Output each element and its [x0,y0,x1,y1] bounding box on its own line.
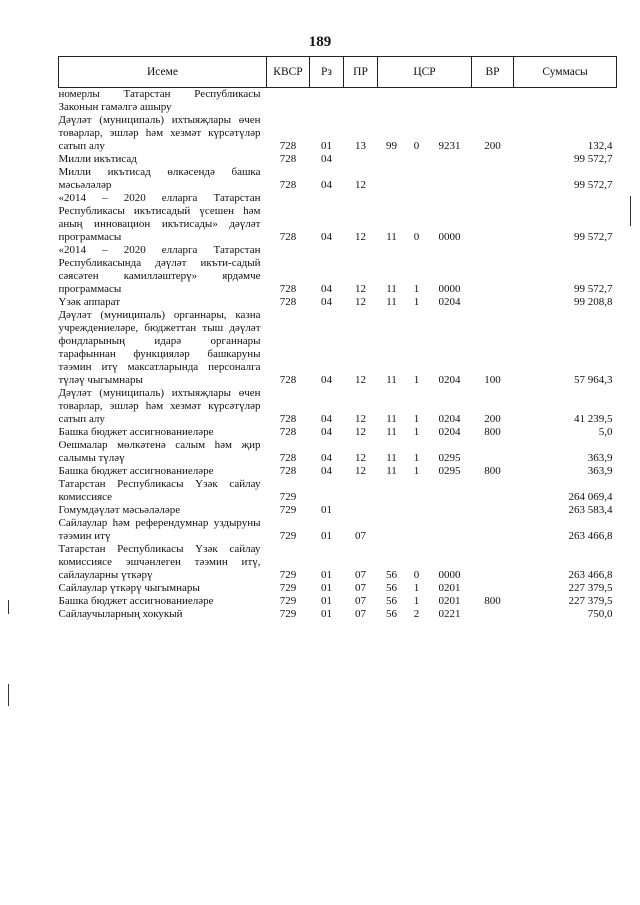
row-pr [344,88,378,115]
row-csr-subprogram [406,504,428,517]
row-name: «2014 – 2020 елларга Татарстан Республикасында дәүләт икъти-садый сәясәтен камилләштерү» ярдәмче программасы [58,244,261,295]
row-vr: 800 [484,465,501,477]
row-csr-program: 11 [386,283,397,295]
row-name: Милли икътисад өлкәсендә башка мәсьәләләр [58,166,261,191]
header-kvsr: КВСР [267,57,310,88]
row-name: номерлы Татарстан Республикасы Законын гамәлгә ашыру [58,88,261,113]
table-row [59,465,617,478]
row-name: Дәүләт (муниципаль) ихтыяҗлары өчен товарлар, эшләр һәм хезмәт күрсәтүләр сатып алу [58,114,261,152]
row-name: Сайлаучыларның хокукый [58,608,183,620]
row-vr [472,192,514,244]
table-row [59,88,617,115]
header-csr: ЦСР [378,57,472,88]
row-pr: 12 [355,374,366,386]
row-csr-code: 0204 [438,413,461,425]
row-csr-code: 9231 [438,140,461,152]
margin-mark [8,684,9,706]
row-sum: 263 466,8 [568,530,613,542]
row-sum: 99 572,7 [574,231,613,243]
row-sum: 750,0 [587,608,613,620]
row-vr [472,88,514,115]
table-row [59,192,617,244]
row-csr-subprogram [406,88,428,115]
row-csr-program [378,153,406,166]
row-pr [344,504,378,517]
row-csr-code: 0295 [438,465,461,477]
row-csr-program [378,88,406,115]
header-sum: Суммасы [514,57,617,88]
row-csr-subprogram: 0 [413,569,420,581]
row-sum: 99 572,7 [574,179,613,191]
row-csr-subprogram [406,166,428,192]
row-kvsr: 728 [279,465,297,477]
row-csr-program: 11 [386,374,397,386]
row-csr-program: 11 [386,231,397,243]
row-csr-program: 99 [386,140,397,152]
header-pr: ПР [344,57,378,88]
row-rz: 01 [321,608,332,620]
table-row [59,504,617,517]
row-csr-program: 56 [386,569,397,581]
row-rz: 04 [321,465,332,477]
row-name: Дәүләт (муниципаль) ихтыяҗлары өчен товарлар, эшләр һәм хезмәт күрсәтүләр сатып алу [58,387,261,425]
row-csr-code [428,88,472,115]
row-csr-subprogram: 1 [413,426,420,438]
row-csr-subprogram: 2 [413,608,420,620]
row-name: «2014 – 2020 елларга Татарстан Республикасы икътисадый үсешен һәм аның инновацион икътисады» дәүләт программасы [58,192,261,243]
row-rz: 04 [321,231,332,243]
table-row [59,166,617,192]
row-sum: 264 069,4 [568,491,613,503]
row-csr-subprogram: 1 [413,296,420,308]
row-csr-code: 0204 [438,426,461,438]
row-rz: 01 [321,140,332,152]
row-csr-program [378,517,406,543]
row-csr-subprogram [406,153,428,166]
table-header [59,57,617,88]
row-csr-subprogram [406,478,428,504]
row-kvsr: 728 [279,283,297,295]
row-rz: 04 [321,426,332,438]
row-rz: 01 [321,595,332,607]
row-kvsr: 729 [279,608,297,620]
table-row [59,296,617,309]
row-vr: 100 [484,374,501,386]
row-pr: 07 [355,569,366,581]
row-csr-subprogram: 1 [413,283,420,295]
row-pr: 12 [355,452,366,464]
row-kvsr: 729 [279,491,297,503]
row-csr-program: 11 [386,465,397,477]
row-csr-code [428,153,472,166]
row-csr-program: 11 [386,413,397,425]
row-csr-subprogram: 1 [413,452,420,464]
row-sum: 263 466,8 [568,569,613,581]
row-csr-subprogram [406,517,428,543]
row-kvsr: 729 [279,569,297,581]
table-row [59,543,617,582]
table-row [59,478,617,504]
row-name: Үзәк аппарат [58,296,121,308]
header-vr: ВР [472,57,514,88]
row-csr-program: 11 [386,296,397,308]
row-csr-program: 56 [386,608,397,620]
row-rz [310,88,344,115]
row-vr [472,543,514,582]
row-pr: 12 [355,465,366,477]
row-sum [514,88,617,115]
row-vr [472,517,514,543]
row-vr [472,244,514,296]
row-csr-code: 0000 [438,231,461,243]
row-pr: 07 [355,582,366,594]
row-vr: 800 [484,426,501,438]
row-csr-program [378,478,406,504]
row-csr-code [428,517,472,543]
row-sum: 363,9 [587,452,613,464]
row-vr [472,296,514,309]
row-sum: 263 583,4 [568,504,613,516]
row-name: Милли икътисад [58,153,137,165]
table-row [59,114,617,153]
row-pr: 12 [355,231,366,243]
row-kvsr: 728 [279,413,297,425]
row-pr: 12 [355,283,366,295]
row-csr-code: 0204 [438,296,461,308]
row-rz: 01 [321,569,332,581]
row-kvsr: 728 [279,153,297,165]
table-row [59,309,617,387]
table-row [59,517,617,543]
row-rz [310,478,344,504]
row-rz: 04 [321,153,332,165]
row-name: Сайлаулар үткәрү чыгымнары [58,582,200,594]
row-csr-program: 11 [386,452,397,464]
row-name: Сайлаулар һәм референдумнар уздыруны тәэмин итү [58,517,261,542]
row-kvsr: 728 [279,179,297,191]
row-name: Башка бюджет ассигнованиеләре [58,595,214,607]
row-csr-code [428,166,472,192]
row-kvsr: 729 [279,530,297,542]
row-pr: 12 [355,296,366,308]
table-row [59,439,617,465]
table-row [59,426,617,439]
row-vr [472,153,514,166]
row-csr-program: 11 [386,426,397,438]
margin-mark [630,196,631,226]
row-name: Дәүләт (муниципаль) органнары, казна учреждениеләре, бюджеттан тыш дәүләт фондларының идарә органнары тарафыннан функцияләр башкаруны тәэмин итү максатларында персоналга түләү чыгымнары [58,309,261,386]
row-rz: 04 [321,283,332,295]
row-kvsr: 728 [279,426,297,438]
row-name: Гомумдәүләт мәсьәләләре [58,504,181,516]
row-kvsr: 729 [279,582,297,594]
row-csr-subprogram: 1 [413,582,420,594]
row-kvsr: 728 [279,296,297,308]
row-csr-subprogram: 0 [413,140,420,152]
row-kvsr: 729 [279,595,297,607]
table-body [59,88,617,622]
row-name: Башка бюджет ассигнованиеләре [58,465,214,477]
row-rz: 04 [321,413,332,425]
row-csr-subprogram: 1 [413,465,420,477]
row-pr: 07 [355,595,366,607]
row-vr [472,439,514,465]
row-csr-program [378,166,406,192]
row-vr [472,166,514,192]
row-name: Татарстан Республикасы Үзәк сайлау комиссиясе [58,478,261,503]
page-number: 189 [308,34,332,50]
row-csr-code: 0204 [438,374,461,386]
row-sum: 132,4 [587,140,613,152]
row-rz: 01 [321,582,332,594]
row-pr: 13 [355,140,366,152]
row-pr: 07 [355,608,366,620]
row-vr [472,478,514,504]
table-row [59,244,617,296]
row-vr [472,608,514,621]
table-row [59,153,617,166]
row-csr-program [378,504,406,517]
row-sum: 99 208,8 [574,296,613,308]
row-csr-code: 0221 [438,608,461,620]
row-pr: 07 [355,530,366,542]
header-name: Исеме [59,57,267,88]
row-csr-code: 0000 [438,569,461,581]
row-csr-code: 0201 [438,582,461,594]
row-vr [472,504,514,517]
row-pr: 12 [355,413,366,425]
row-sum: 99 572,7 [574,153,613,165]
row-kvsr: 728 [279,452,297,464]
table-row [59,608,617,621]
row-vr: 200 [484,413,501,425]
row-sum: 41 239,5 [574,413,613,425]
row-pr [344,478,378,504]
row-csr-subprogram: 0 [413,231,420,243]
row-kvsr: 728 [279,374,297,386]
table-row [59,387,617,426]
row-rz: 04 [321,296,332,308]
row-kvsr [267,88,310,115]
row-csr-code [428,504,472,517]
row-csr-program: 56 [386,595,397,607]
row-vr: 800 [484,595,501,607]
row-csr-code: 0201 [438,595,461,607]
row-sum: 227 379,5 [568,595,613,607]
row-sum: 227 379,5 [568,582,613,594]
row-kvsr: 729 [279,504,297,516]
row-pr: 12 [355,179,366,191]
table-row [59,582,617,595]
row-vr [472,582,514,595]
table-row [59,595,617,608]
row-sum: 363,9 [587,465,613,477]
row-pr [344,153,378,166]
row-csr-subprogram: 1 [413,413,420,425]
row-name: Татарстан Республикасы Үзәк сайлау комиссиясе эшчәнлеген тәэмин итү, сайлауларны үткәрү [58,543,261,581]
row-vr: 200 [484,140,501,152]
row-csr-program: 56 [386,582,397,594]
row-rz: 04 [321,452,332,464]
row-csr-code: 0295 [438,452,461,464]
row-kvsr: 728 [279,140,297,152]
row-rz: 04 [321,179,332,191]
row-csr-subprogram: 1 [413,374,420,386]
row-csr-code [428,478,472,504]
margin-mark [8,600,9,614]
budget-table [58,56,617,621]
header-rz: Рз [310,57,344,88]
row-kvsr: 728 [279,231,297,243]
row-sum: 5,0 [598,426,613,438]
row-csr-code: 0000 [438,283,461,295]
row-rz: 04 [321,374,332,386]
row-sum: 99 572,7 [574,283,613,295]
row-pr: 12 [355,426,366,438]
row-name: Башка бюджет ассигнованиеләре [58,426,214,438]
row-csr-subprogram: 1 [413,595,420,607]
row-rz: 01 [321,530,332,542]
row-sum: 57 964,3 [574,374,613,386]
row-rz: 01 [321,504,332,516]
row-name: Оешмалар мөлкәтенә салым һәм җир салымы түләү [58,439,261,464]
